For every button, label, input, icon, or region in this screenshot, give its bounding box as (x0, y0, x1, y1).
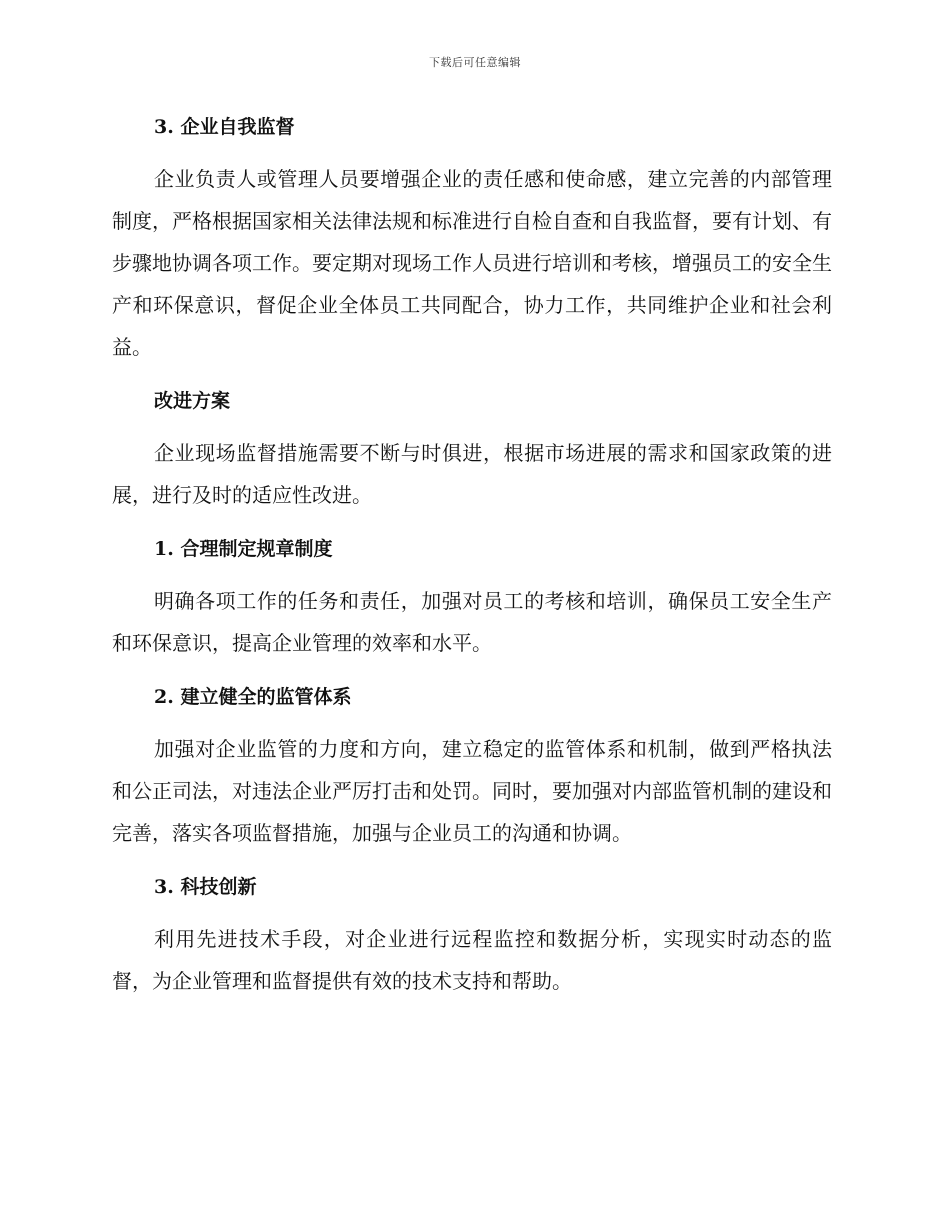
paragraph-self-supervision: 企业负责人或管理人员要增强企业的责任感和使命感，建立完善的内部管理制度，严格根据国家相关法律法规和标准进行自检自查和自我监督，要有计划、有步骤地协调各项工作。要定期对现场工作人员进行培训和考核，增强员工的安全生产和环保意识，督促企业全体员工共同配合，协力工作，共同维护企业和社会利益。 (112, 167, 832, 359)
paragraph-rules: 明确各项工作的任务和责任，加强对员工的考核和培训，确保员工安全生产和环保意识，提高企业管理的效率和水平。 (112, 589, 832, 655)
section-heading-improvement-plan: 改进方案 (154, 390, 231, 412)
paragraph-improvement-plan: 企业现场监督措施需要不断与时俱进，根据市场进展的需求和国家政策的进展，进行及时的适应性改进。 (112, 441, 832, 507)
section-heading-self-supervision: 3. 企业自我监督 (154, 116, 295, 138)
document-body (112, 110, 832, 1002)
section-heading-tech-innovation: 3. 科技创新 (154, 876, 257, 898)
paragraph-supervision-system: 加强对企业监管的力度和方向，建立稳定的监管体系和机制，做到严格执法和公正司法，对违法企业严厉打击和处罚。同时，要加强对内部监管机制的建设和完善，落实各项监督措施，加强与企业员工的沟通和协调。 (112, 737, 832, 845)
paragraph-tech-innovation: 利用先进技术手段，对企业进行远程监控和数据分析，实现实时动态的监督，为企业管理和监督提供有效的技术支持和帮助。 (112, 927, 832, 993)
section-heading-rules: 1. 合理制定规章制度 (154, 538, 333, 560)
page-header-note: 下载后可任意编辑 (429, 56, 521, 69)
section-heading-supervision-system: 2. 建立健全的监管体系 (154, 686, 352, 708)
